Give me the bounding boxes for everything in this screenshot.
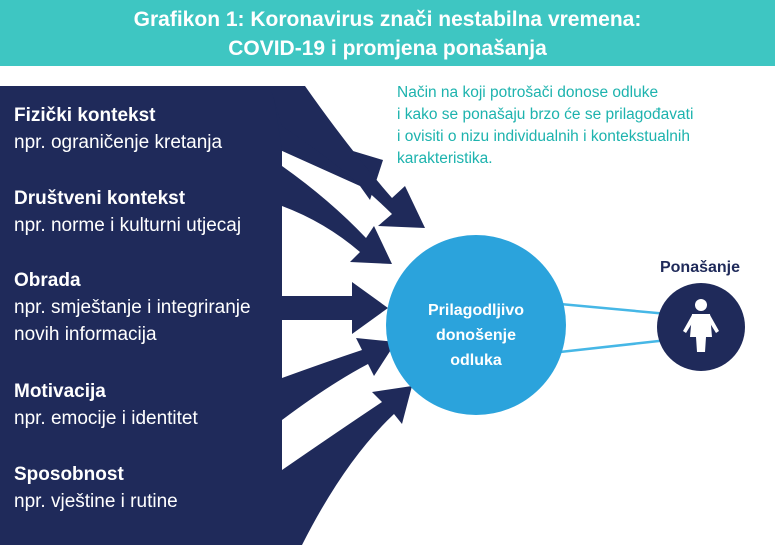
factor-capability	[14, 461, 178, 515]
factor-example: npr. emocije i identitet	[14, 408, 198, 429]
factor-processing	[14, 267, 251, 348]
factor-example: npr. ograničenje kretanja	[14, 132, 223, 153]
factor-example: npr. norme i kulturni utjecaj	[14, 215, 242, 236]
factor-motivation	[14, 378, 198, 432]
factor-title: Društveni kontekst	[14, 188, 186, 209]
description-line: Način na koji potrošači donose odluke	[397, 84, 659, 101]
arrow-3	[282, 282, 388, 334]
factor-social-context	[14, 185, 241, 239]
factor-title: Obrada	[14, 270, 81, 291]
factor-title: Sposobnost	[14, 464, 124, 485]
header-title-line-1: Grafikon 1: Koronavirus znači nestabilna vremena:	[133, 8, 642, 31]
description-line: i kako se ponašaju brzo će se prilagođavati	[397, 106, 694, 123]
description-line: i ovisiti o nizu individualnih i kontekstualnih	[397, 128, 690, 145]
factor-title: Motivacija	[14, 381, 106, 402]
connector-line-lower	[560, 340, 668, 352]
decision-label-line: donošenje	[435, 327, 516, 344]
description-line: karakteristika.	[397, 150, 493, 167]
factor-title: Fizički kontekst	[14, 105, 156, 126]
chart-header	[0, 0, 775, 66]
decision-label	[396, 298, 556, 373]
connector-line-upper	[560, 304, 668, 314]
header-title-line-2: COVID-19 i promjena ponašanja	[228, 37, 547, 60]
factor-example: npr. vještine i rutine	[14, 491, 178, 512]
factor-example-continued: novih informacija	[14, 324, 157, 345]
factor-example: npr. smještanje i integriranje	[14, 297, 251, 318]
description-text	[397, 82, 767, 170]
decision-label-line: Prilagodljivo	[427, 302, 524, 319]
decision-label-line: odluka	[450, 352, 502, 369]
behavior-label: Ponašanje	[659, 259, 741, 276]
factor-physical-context	[14, 102, 222, 156]
arrow-5	[282, 386, 412, 545]
